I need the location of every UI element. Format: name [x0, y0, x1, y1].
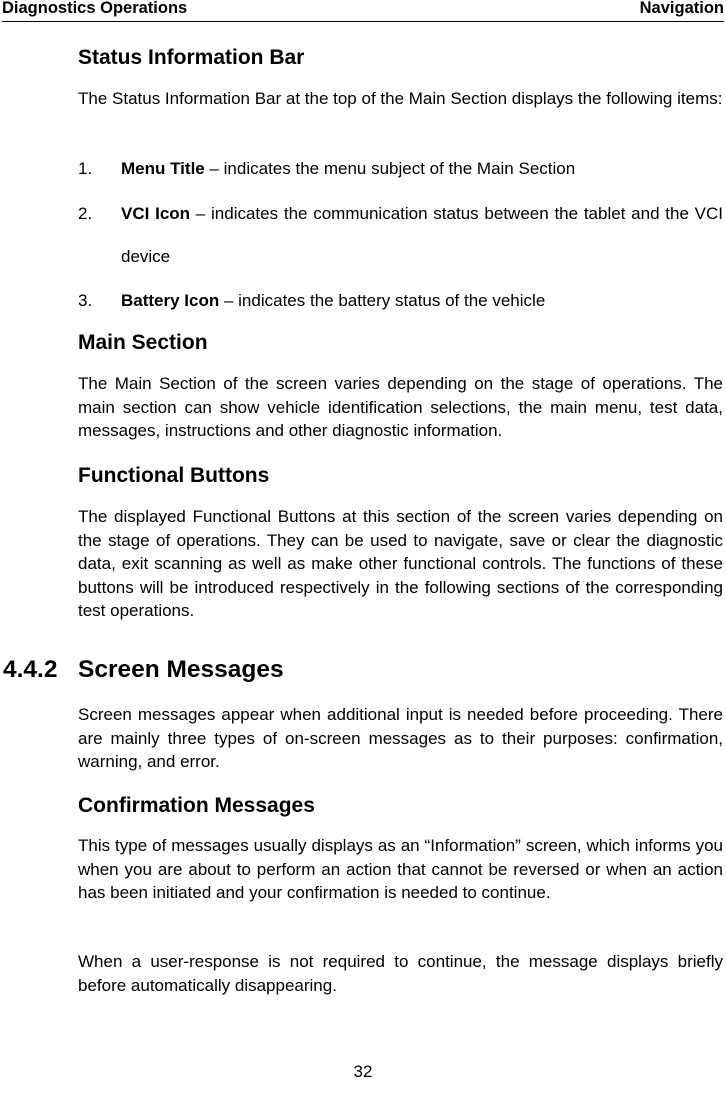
list-item-desc: – indicates the battery status of the vehicle: [219, 291, 546, 310]
confirmation-text-1: This type of messages usually displays as an “Information” screen, which informs you when you are about to perform an action that cannot be reversed or when an action has been initiated and your confirmation is needed to continue.: [78, 836, 723, 902]
list-item-number: 3.: [78, 291, 93, 310]
list-item-term: VCI Icon: [121, 204, 191, 223]
main-section-heading: Main Section: [78, 331, 208, 354]
list-item-number: 2.: [78, 204, 93, 223]
list-item-desc: – indicates the menu subject of the Main Section: [204, 159, 576, 178]
status-bar-heading: Status Information Bar: [78, 46, 305, 69]
header-chapter-title: Navigation: [639, 0, 724, 17]
section-number: 4.4.2: [3, 656, 58, 683]
confirmation-text-2: When a user-response is not required to continue, the message displays briefly before automatically disappearing.: [78, 952, 723, 995]
functional-buttons-heading: Functional Buttons: [78, 464, 270, 487]
list-item-number: 1.: [78, 159, 93, 178]
section-heading-screen-messages: [3, 656, 284, 684]
list-item-term: Battery Icon: [121, 291, 220, 310]
status-bar-intro: The Status Information Bar at the top of the Main Section displays the following items:: [78, 89, 723, 108]
list-item-term: Menu Title: [121, 159, 205, 178]
header-section-title: Diagnostics Operations: [2, 0, 188, 17]
page-header: [2, 0, 724, 22]
section-title: Screen Messages: [78, 656, 284, 683]
list-item-body: [121, 192, 723, 278]
page-number: 32: [353, 1062, 373, 1081]
list-item-desc: – indicates the communication status between the tablet and the VCI device: [121, 204, 723, 266]
main-section-text: The Main Section of the screen varies depending on the stage of operations. The main section can show vehicle identification selections, the main menu, test data, messages, instructions and other diagnostic information.: [78, 374, 723, 440]
screen-messages-text: Screen messages appear when additional input is needed before proceeding. There are mainly three types of on-screen messages as to their purposes: confirmation, warning, and error.: [78, 705, 723, 771]
confirmation-heading: Confirmation Messages: [78, 794, 315, 817]
functional-buttons-text: The displayed Functional Buttons at this section of the screen varies depending on the stage of operations. They can be used to navigate, save or clear the diagnostic data, exit scanning as well as make other functional controls. The functions of these buttons will be introduced respectively in the following sections of the corresponding test operations.: [78, 507, 723, 620]
list-item-body: [121, 157, 723, 181]
list-item-body: [121, 289, 723, 313]
